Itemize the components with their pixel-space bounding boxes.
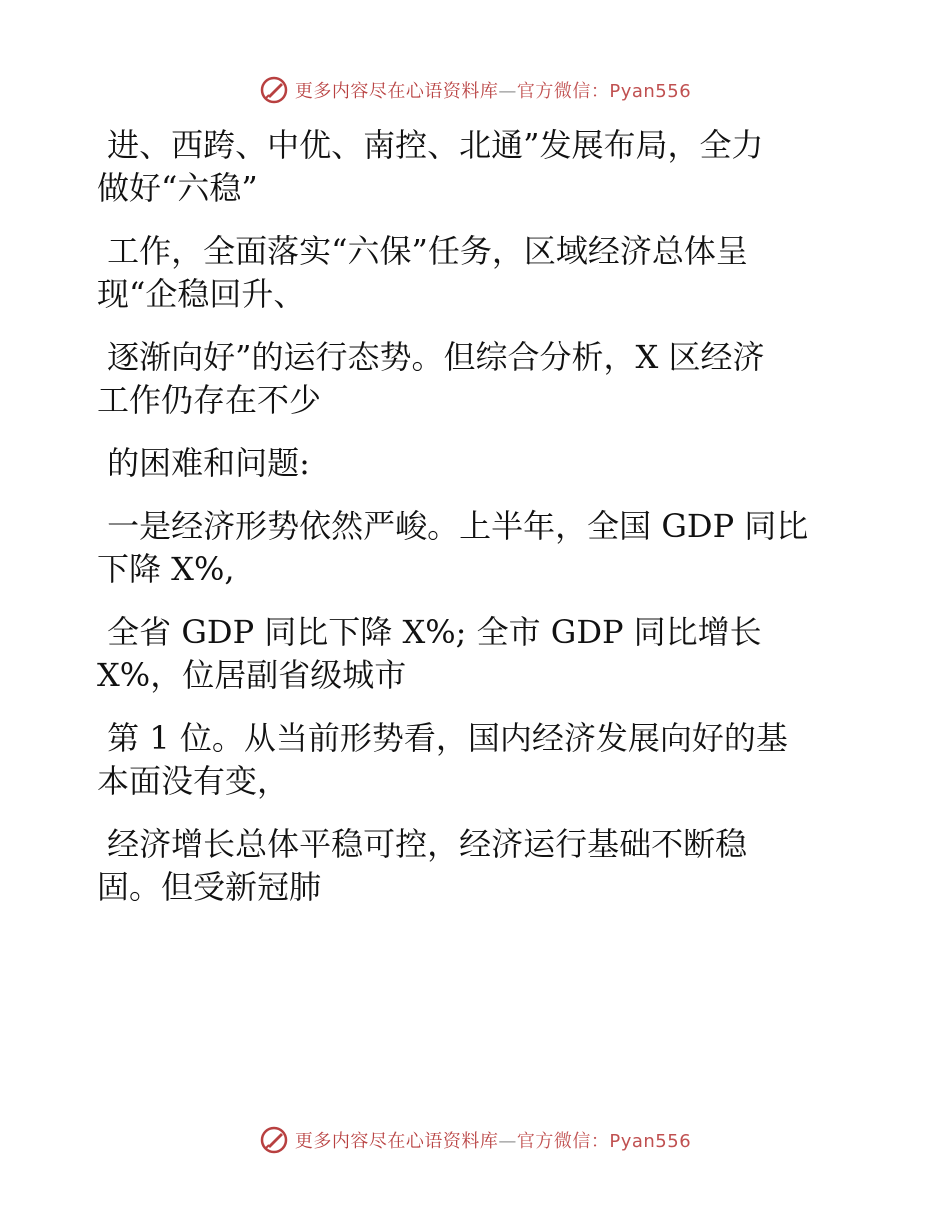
quill-logo-icon [259,1125,289,1155]
quill-logo-icon [259,75,289,105]
text-line: 固。但受新冠肺 [97,868,322,906]
document-body [97,124,857,909]
text-line: 做好“六稳” [97,169,258,207]
watermark-contact-label: 官方微信： [516,1131,610,1152]
watermark-footer [0,1120,950,1160]
text-line: 第 1 位。从当前形势看，国内经济发展向好的基 [97,719,788,757]
watermark-text [295,1127,691,1153]
text-line: X%，位居副省级城市 [97,656,407,694]
text-line: 进、西跨、中优、南控、北通”发展布局，全力 [97,126,764,164]
text-line: 工作，全面落实“六保”任务，区域经济总体呈 [97,232,748,270]
watermark-separator: — [498,81,517,102]
text-line: 经济增长总体平稳可控，经济运行基础不断稳 [97,825,748,863]
watermark-separator: — [498,1131,517,1152]
text-line: 的困难和问题: [97,444,310,482]
text-line: 本面没有变， [97,762,290,800]
watermark-contact-id: Pyan556 [609,1131,692,1152]
watermark-contact-id: Pyan556 [609,81,692,102]
watermark-text [295,77,691,103]
text-line: 下降 X%, [97,550,235,588]
text-line: 一是经济形势依然严峻。上半年，全国 GDP 同比 [97,507,809,545]
watermark-site: 更多内容尽在心语资料库 [294,81,499,102]
watermark-site: 更多内容尽在心语资料库 [294,1131,499,1152]
text-line: 现“企稳回升、 [97,275,306,313]
text-line: 工作仍存在不少 [97,381,322,419]
watermark-header [0,70,950,110]
watermark-contact-label: 官方微信： [516,81,610,102]
text-line: 全省 GDP 同比下降 X%; 全市 GDP 同比增长 [97,613,762,651]
text-line: 逐渐向好”的运行态势。但综合分析，X 区经济 [97,338,765,376]
